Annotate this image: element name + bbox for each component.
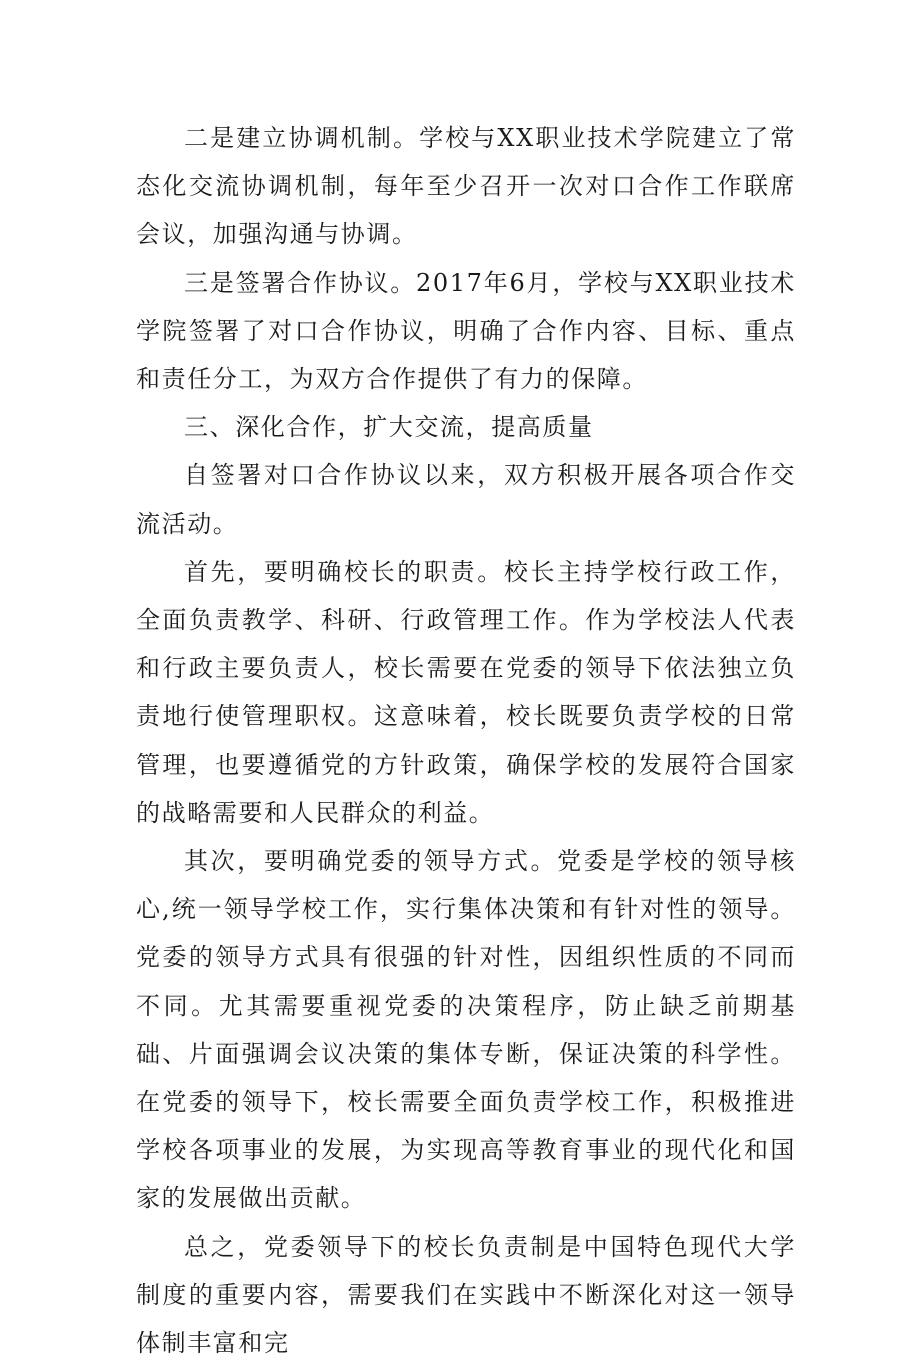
paragraph-cooperation-agreement: 三是签署合作协议。2017年6月，学校与XX职业技术学院签署了对口合作协议，明确了合作内容、目标、重点和责任分工，为双方合作提供了有力的保障。 [136,268,796,394]
paragraph-principal-duties: 首先，要明确校长的职责。校长主持学校行政工作，全面负责教学、科研、行政管理工作。作为学校法人代表和行政主要负责人，校长需要在党委的领导下依法独立负责地行使管理职权。这意味着，校长既要负责学校的日常管理，也要遵循党的方针政策，确保学校的发展符合国家的战略需要和人民群众的利益。 [136,557,796,827]
paragraph-exchange-activities: 自签署对口合作协议以来，双方积极开展各项合作交流活动。 [136,461,796,538]
section-heading: 三、深化合作，扩大交流，提高质量 [184,413,594,442]
paragraph-coordination-mechanism: 二是建立协调机制。学校与XX职业技术学院建立了常态化交流协调机制，每年至少召开一次对口合作工作联席会议，加强沟通与协调。 [136,124,796,249]
document-body [136,114,796,1367]
paragraph-party-committee-leadership: 其次，要明确党委的领导方式。党委是学校的领导核心,统一领导学校工作，实行集体决策和有针对性的领导。党委的领导方式具有很强的针对性，因组织性质的不同而不同。尤其需要重视党委的决策程序，防止缺乏前期基础、片面强调会议决策的集体专断，保证决策的科学性。在党委的领导下，校长需要全面负责学校工作，积极推进学校各项事业的发展，为实现高等教育事业的现代化和国家的发展做出贡献。 [136,847,796,1213]
paragraph-conclusion: 总之，党委领导下的校长负责制是中国特色现代大学制度的重要内容，需要我们在实践中不断深化对这一领导体制丰富和完 [136,1232,796,1358]
